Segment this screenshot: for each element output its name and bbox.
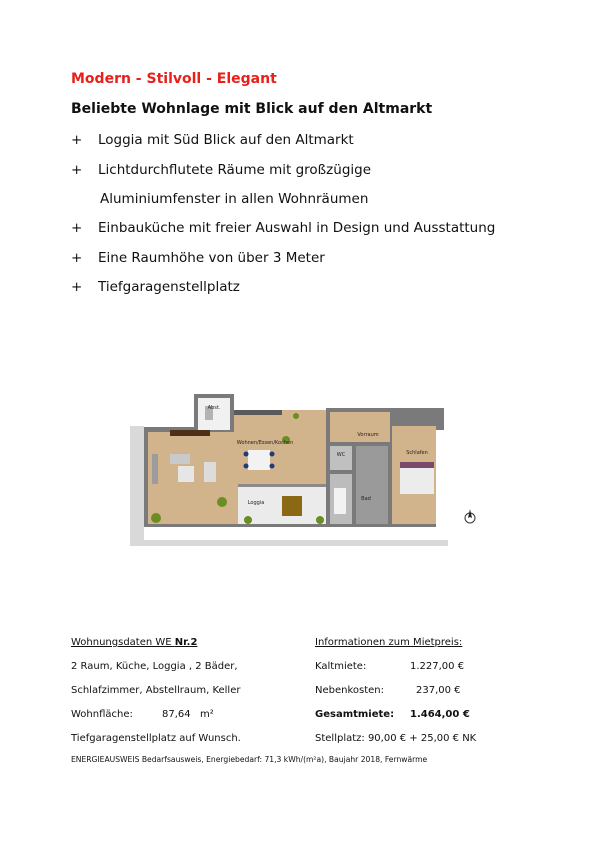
extra-costs-value: 237,00 €	[416, 685, 461, 696]
area-unit: m²	[200, 709, 214, 720]
total-rent-label: Gesamtmiete:	[315, 709, 395, 720]
room-label: Wohnen/Essen/Kochen	[236, 440, 294, 446]
area-label: Wohnfläche:	[71, 709, 133, 720]
feature-item	[71, 132, 354, 148]
feature-text: Tiefgaragenstellplatz	[98, 279, 240, 295]
area-value: 87,64	[162, 709, 191, 720]
cold-rent-value: 1.227,00 €	[410, 661, 465, 672]
feature-text: Loggia mit Süd Blick auf den Altmarkt	[98, 132, 354, 148]
cold-rent-label: Kaltmiete:	[315, 661, 367, 672]
bullet-plus: +	[71, 220, 83, 236]
room-label: WC	[336, 452, 346, 458]
room-label: Bad	[361, 496, 371, 502]
headline: Modern - Stilvoll - Elegant	[71, 71, 277, 87]
bullet-plus: +	[71, 132, 83, 148]
total-rent-value: 1.464,00 €	[410, 709, 470, 720]
feature-item	[71, 220, 495, 236]
room-label: Vorraum	[357, 432, 379, 438]
apartment-heading: Wohnungsdaten WE Nr.2	[71, 637, 198, 648]
rent-heading: Informationen zum Mietpreis:	[315, 637, 463, 648]
feature-continuation: Aluminiumfenster in allen Wohnräumen	[100, 191, 369, 207]
parking-price: Stellplatz: 90,00 € + 25,00 € NK	[315, 733, 477, 744]
compass-icon	[462, 508, 478, 526]
extra-costs-label: Nebenkosten:	[315, 685, 385, 696]
parking-note: Tiefgaragenstellplatz auf Wunsch.	[71, 733, 241, 744]
floor-plan	[130, 392, 448, 546]
room-bad	[356, 446, 388, 524]
feature-text: Lichtdurchflutete Räume mit großzügige	[98, 162, 372, 178]
room-label: Schlafen	[406, 450, 428, 456]
feature-text: Einbauküche mit freier Auswahl in Design und Ausstattung	[98, 220, 496, 236]
room-abst	[198, 398, 230, 430]
room-wc	[330, 446, 352, 470]
apartment-rooms-2: Schlafzimmer, Abstellraum, Keller	[71, 685, 241, 696]
feature-text: Eine Raumhöhe von über 3 Meter	[98, 250, 325, 266]
feature-item	[71, 250, 325, 266]
apartment-rooms: 2 Raum, Küche, Loggia , 2 Bäder,	[71, 661, 238, 672]
feature-item	[71, 279, 240, 295]
feature-item	[71, 162, 371, 178]
room-label: Loggia	[247, 500, 265, 506]
bullet-plus: +	[71, 250, 83, 266]
energy-certificate: ENERGIEAUSWEIS Bedarfsausweis, Energiebedarf: 71,3 kWh/(m²a), Baujahr 2018, Fernwärme	[71, 755, 428, 764]
bullet-plus: +	[71, 279, 83, 295]
bullet-plus: +	[71, 162, 83, 178]
room-label: Abst.	[207, 405, 221, 411]
subheadline: Beliebte Wohnlage mit Blick auf den Altmarkt	[71, 101, 433, 117]
